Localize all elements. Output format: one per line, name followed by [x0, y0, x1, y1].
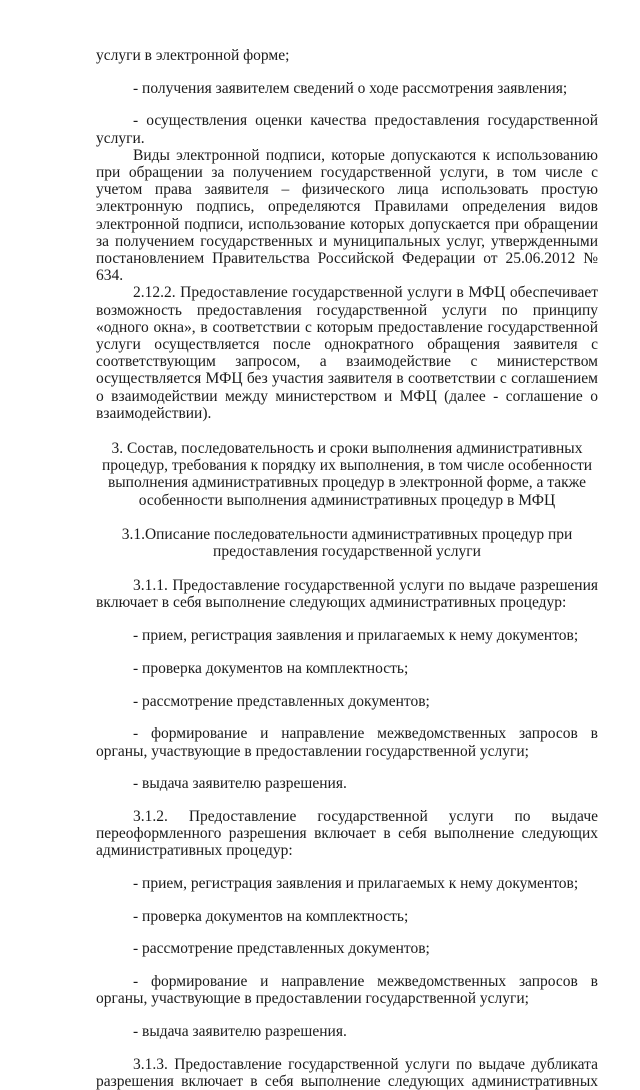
list-item: - рассмотрение представленных документов; [133, 940, 430, 958]
list-item: - проверка документов на комплектность; [133, 659, 409, 677]
paragraph-2-12-2: 2.12.2. Предоставление государственной услуги в МФЦ обеспечивает возможность предоставления государственной услуги по принципу «одного окна», в соответствии с которым предоставление государственной услуги осуществляется после однократного обращения заявителя с соответствующим запросом, а взаимодействие с министерством осуществляется МФЦ без участия заявителя в соответствии с соглашением о взаимодействии между министерством и МФЦ (далее - соглашение о взаимодействии). [96, 284, 598, 422]
document-body [96, 47, 598, 1090]
paragraph-3-1-2: 3.1.2. Предоставление государственной услуги по выдаче переоформленного разрешения включает в себя выполнение следующих административных процедур: [96, 807, 598, 860]
list-item: - формирование и направление межведомственных запросов в органы, участвующие в предоставлении государственной услуги; [96, 725, 598, 760]
list-item: - получения заявителем сведений о ходе рассмотрения заявления; [133, 79, 568, 97]
paragraph-electronic-signature: Виды электронной подписи, которые допускаются к использованию при обращении за получением государственной услуги, в том числе с учетом права заявителя – физического лица использовать простую электронную подпись, определяются Правилами определения видов электронной подписи, использование которых допускается при обращении за получением государственных и муниципальных услуг, утвержденными постановлением Правительства Российской Федерации от 25.06.2012 № 634. [96, 146, 598, 285]
list-item: - выдача заявителю разрешения. [133, 1023, 347, 1041]
paragraph-3-1-3: 3.1.3. Предоставление государственной услуги по выдаче дубликата разрешения включает в себя выполнение следующих административных [96, 1055, 598, 1090]
section-3-1-heading: 3.1.Описание последовательности административных процедур при предоставления государственной услуги [121, 525, 573, 561]
list-item: - прием, регистрация заявления и прилагаемых к нему документов; [133, 875, 579, 893]
paragraph-3-1-1: 3.1.1. Предоставление государственной услуги по выдаче разрешения включает в себя выполнение следующих административных процедур: [96, 577, 598, 612]
list-item: - осуществления оценки качества предоставления государственной услуги. [96, 112, 598, 147]
list-item: - рассмотрение представленных документов; [133, 692, 430, 710]
text-line: услуги в электронной форме; [96, 47, 290, 64]
list-3-1-2 [96, 875, 598, 1040]
list-item: - выдача заявителю разрешения. [133, 775, 347, 793]
list-item: - прием, регистрация заявления и прилагаемых к нему документов; [133, 627, 579, 645]
section-3-heading: 3. Состав, последовательность и сроки выполнения административных процедур, требования к порядку их выполнения, в том числе особенности выполнения административных процедур в электронной форме, а также особенности выполнения административных процедур в МФЦ [101, 440, 593, 509]
list-item: - формирование и направление межведомственных запросов в органы, участвующие в предоставлении государственной услуги; [96, 973, 598, 1008]
list-item: - проверка документов на комплектность; [133, 907, 409, 925]
list-3-1-1 [96, 627, 598, 792]
